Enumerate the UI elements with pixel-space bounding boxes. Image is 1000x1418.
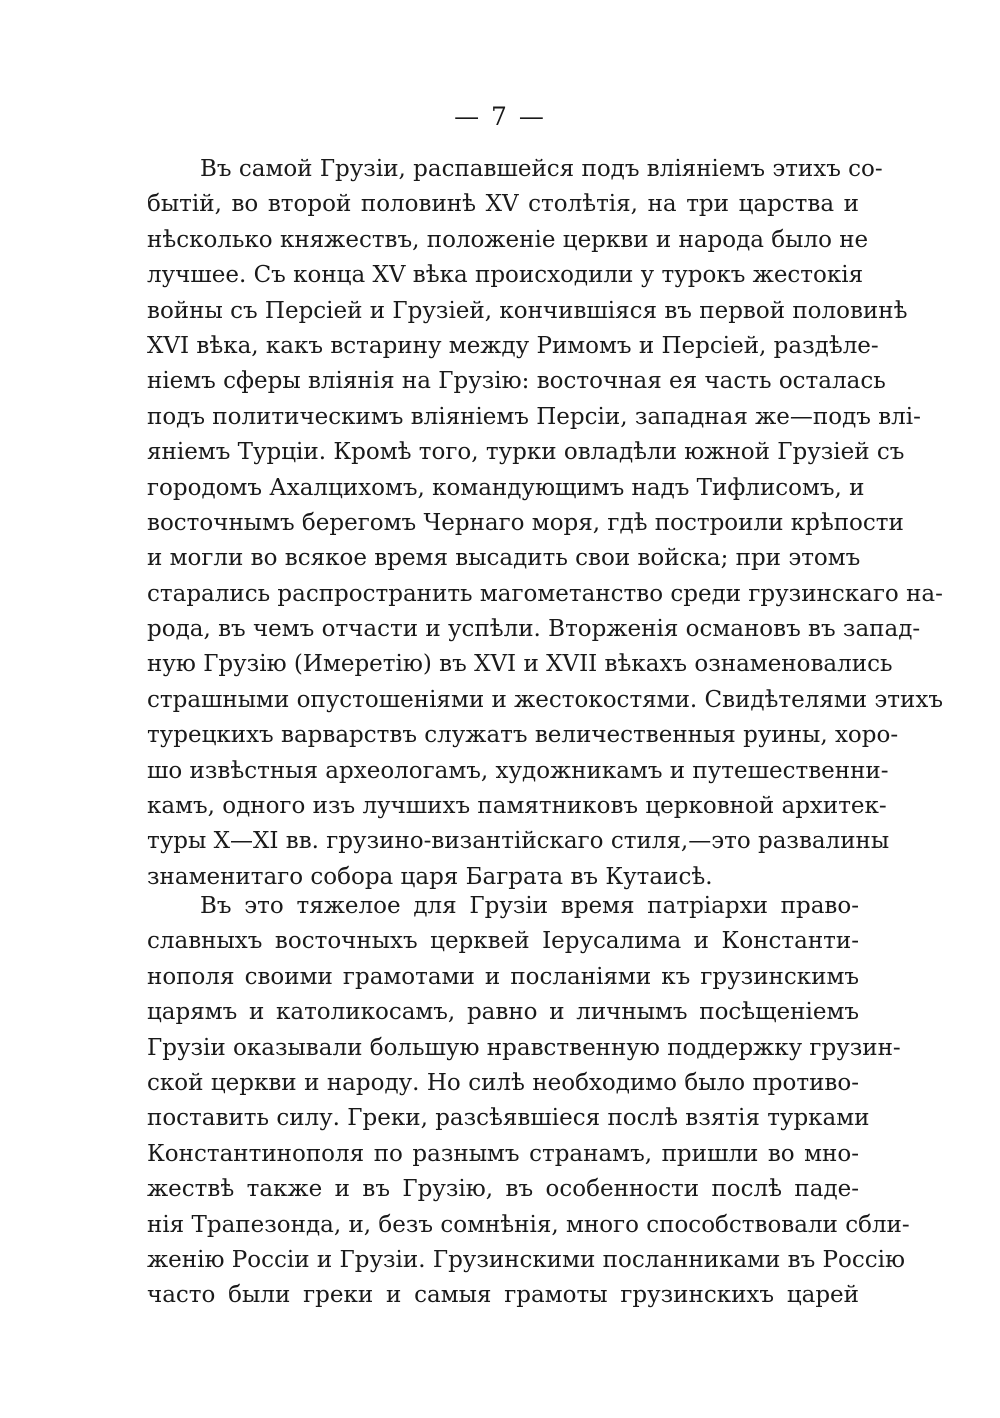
text-line: поставить силу. Греки, разсѣявшіеся послѣ взятія турками: [147, 1105, 870, 1132]
paragraph-1: [147, 152, 943, 895]
text-line: турецкихъ варварствъ служатъ величественныя руины, хоро-: [147, 722, 899, 749]
text-line: нія Трапезонда, и, безъ сомнѣнія, много способствовали сбли-: [147, 1211, 910, 1238]
text-line: Въ это тяжелое для Грузіи время патріархи право-: [200, 893, 859, 919]
text-line: знаменитаго собора царя Баграта въ Кутаисѣ.: [147, 863, 713, 890]
text-line: туры X—XI вв. грузино-византійскаго стиля,—это развалины: [147, 828, 890, 855]
text-line: нѣсколько княжествъ, положеніе церкви и народа было не: [147, 226, 869, 253]
paragraph-2: [147, 889, 910, 1314]
text-line: царямъ и католикосамъ, равно и личнымъ посѣщеніемъ: [147, 999, 859, 1026]
text-line: XVI вѣка, какъ встарину между Римомъ и Персіей, раздѣле-: [147, 332, 879, 359]
text-line: рода, въ чемъ отчасти и успѣли. Вторженія османовъ въ запад-: [147, 616, 921, 643]
page-number: — 7 —: [454, 102, 546, 131]
text-line: жествѣ также и въ Грузію, въ особенности послѣ паде-: [147, 1176, 859, 1203]
text-line: Грузіи оказывали большую нравственную поддержку грузин-: [147, 1034, 901, 1061]
text-line: ную Грузію (Имеретію) въ XVI и XVII вѣкахъ ознаменовались: [147, 651, 893, 678]
text-line: восточнымъ берегомъ Чернаго моря, гдѣ построили крѣпости: [147, 509, 904, 536]
text-line: страшными опустошеніями и жестокостями. Свидѣтелями этихъ: [147, 686, 943, 713]
text-line: и могли во всякое время высадить свои войска; при этомъ: [147, 545, 861, 572]
text-line: шо извѣстныя археологамъ, художникамъ и путешественни-: [147, 757, 889, 784]
text-line: ніемъ сферы вліянія на Грузію: восточная ея часть осталась: [147, 368, 886, 395]
text-line: славныхъ восточныхъ церквей Іерусалима и Константи-: [147, 928, 859, 955]
text-line: камъ, одного изъ лучшихъ памятниковъ церковной архитек-: [147, 793, 887, 820]
text-line: яніемъ Турціи. Кромѣ того, турки овладѣли южной Грузіей съ: [147, 439, 905, 466]
text-line: Константинополя по разнымъ странамъ, пришли во мно-: [147, 1140, 859, 1167]
text-line: старались распространить магометанство среди грузинскаго на-: [147, 580, 943, 607]
text-line: лучшее. Съ конца XV вѣка происходили у турокъ жестокія: [147, 262, 864, 289]
text-line: бытій, во второй половинѣ XV столѣтія, на три царства и: [147, 191, 859, 218]
text-line: нополя своими грамотами и посланіями къ грузинскимъ: [147, 963, 859, 990]
text-line: городомъ Ахалцихомъ, командующимъ надъ Тифлисомъ, и: [147, 474, 865, 501]
text-line: ской церкви и народу. Но силѣ необходимо было противо-: [147, 1069, 859, 1096]
text-line: подъ политическимъ вліяніемъ Персіи, западная же—подъ влі-: [147, 403, 921, 430]
text-line: войны съ Персіей и Грузіей, кончившіяся въ первой половинѣ: [147, 297, 908, 324]
text-line: Въ самой Грузіи, распавшейся подъ вліяніемъ этихъ со-: [200, 156, 883, 182]
text-line: женію Россіи и Грузіи. Грузинскими посланниками въ Россію: [147, 1246, 906, 1273]
text-line: часто были греки и самыя грамоты грузинскихъ царей: [147, 1282, 859, 1309]
